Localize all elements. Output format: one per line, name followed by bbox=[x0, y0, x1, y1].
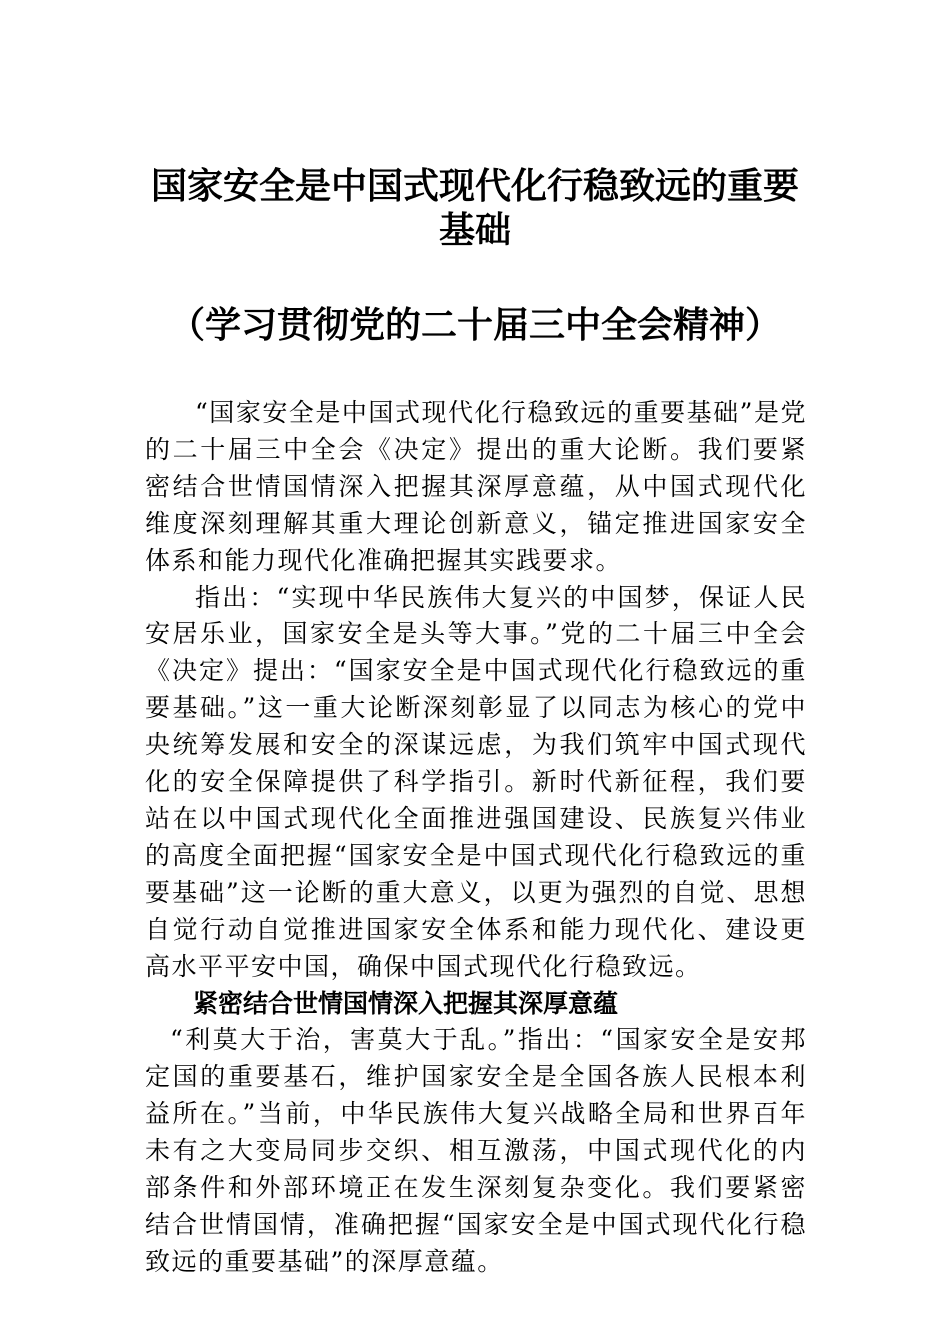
document-title-line-1: 国家安全是中国式现代化行稳致远的重要 bbox=[150, 165, 799, 207]
section-heading: 紧密结合世情国情深入把握其深厚意蕴 bbox=[193, 988, 619, 1018]
document-title-line-2: 基础 bbox=[438, 209, 511, 251]
document-subtitle: （学习贯彻党的二十届三中全会精神） bbox=[168, 304, 781, 346]
body-paragraph-2: 指出：“实现中华民族伟大复兴的中国梦，保证人民安居乐业，国家安全是头等大事。”党的二十届三中全会《决定》提出：“国家安全是中国式现代化行稳致远的重要基础。”这一重大论断深刻彰显了以同志为核心的党中央统筹发展和安全的深谋远虑，为我们筑牢中国式现代化的安全保障提供了科学指引。新时代新征程，我们要站在以中国式现代化全面推进强国建设、民族复兴伟业的高度全面把握“国家安全是中国式现代化行稳致远的重要基础”这一论断的重大意义，以更为强烈的自觉、思想自觉行动自觉推进国家安全体系和能力现代化、建设更高水平平安中国，确保中国式现代化行稳致远。 bbox=[145, 582, 807, 981]
body-paragraph-1: “国家安全是中国式现代化行稳致远的重要基础”是党的二十届三中全会《决定》提出的重大论断。我们要紧密结合世情国情深入把握其深厚意蕴，从中国式现代化维度深刻理解其重大理论创新意义，锚定推进国家安全体系和能力现代化准确把握其实践要求。 bbox=[145, 398, 807, 575]
document-body bbox=[145, 395, 807, 1281]
section-paragraph: “利莫大于治，害莫大于乱。”指出：“国家安全是安邦定国的重要基石，维护国家安全是全国各族人民根本利益所在。”当前，中华民族伟大复兴战略全局和世界百年未有之大变局同步交织、相互激荡，中国式现代化的内部条件和外部环境正在发生深刻复杂变化。我们要紧密结合世情国情，准确把握“国家安全是中国式现代化行稳致远的重要基础”的深厚意蕴。 bbox=[145, 1025, 807, 1276]
